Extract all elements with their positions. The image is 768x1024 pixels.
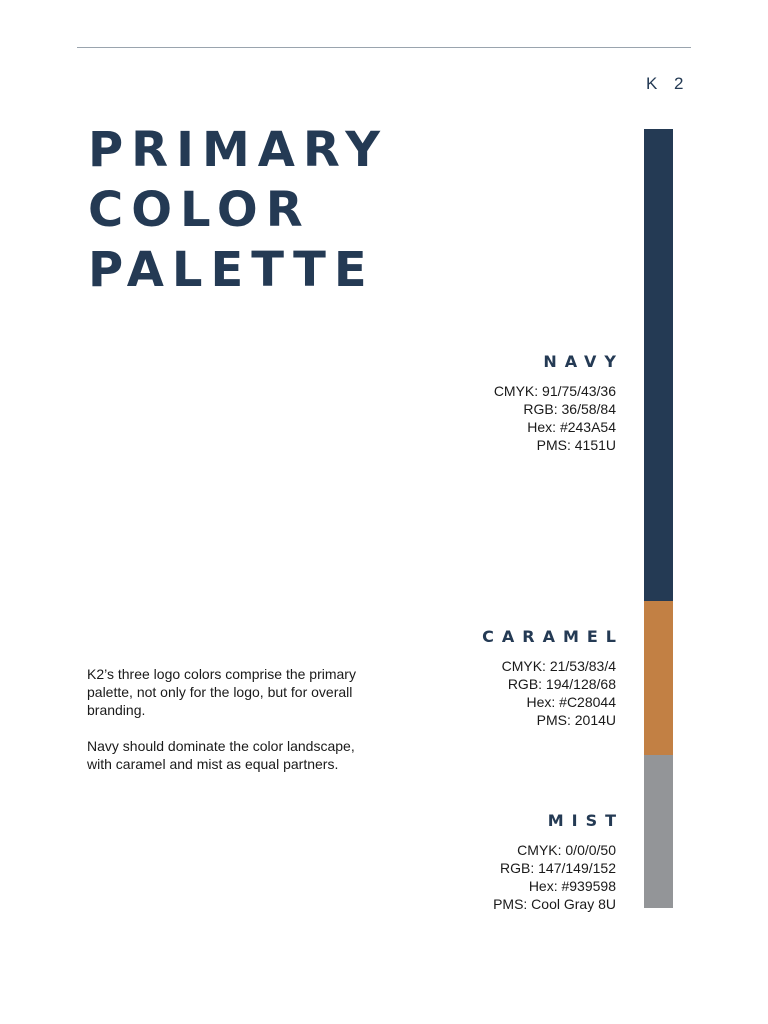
caramel-color-bar bbox=[644, 601, 673, 755]
pms-value: PMS: 4151U bbox=[536, 437, 616, 453]
mist-swatch-info bbox=[493, 811, 624, 913]
page-title bbox=[88, 120, 388, 300]
navy-color-bar bbox=[644, 129, 673, 601]
top-divider bbox=[77, 47, 691, 48]
swatch-name: MIST bbox=[547, 811, 624, 830]
hex-value: Hex: #939598 bbox=[528, 878, 616, 894]
spec-list bbox=[494, 382, 616, 454]
swatch-name: NAVY bbox=[543, 352, 624, 371]
swatch-name: CARAMEL bbox=[482, 627, 624, 646]
title-line-1: PRIMARY bbox=[88, 122, 389, 178]
spec-list bbox=[493, 841, 616, 913]
pms-value: PMS: 2014U bbox=[536, 712, 616, 728]
spec-list bbox=[482, 657, 616, 729]
body-paragraph-1: K2’s three logo colors comprise the primary palette, not only for the logo, but for overall branding. bbox=[87, 666, 356, 718]
rgb-value: RGB: 194/128/68 bbox=[507, 676, 616, 692]
hex-value: Hex: #C28044 bbox=[526, 694, 616, 710]
page-mark: K 2 bbox=[646, 74, 690, 93]
mist-color-bar bbox=[644, 755, 673, 908]
rgb-value: RGB: 36/58/84 bbox=[523, 401, 616, 417]
cmyk-value: CMYK: 91/75/43/36 bbox=[493, 383, 616, 399]
body-paragraph-2: Navy should dominate the color landscape, with caramel and mist as equal partners. bbox=[87, 738, 355, 772]
navy-swatch-info bbox=[493, 352, 624, 454]
caramel-swatch-info bbox=[482, 627, 624, 729]
hex-value: Hex: #243A54 bbox=[527, 419, 616, 435]
title-line-3: PALETTE bbox=[88, 242, 375, 298]
cmyk-value: CMYK: 21/53/83/4 bbox=[501, 658, 616, 674]
title-line-2: COLOR bbox=[88, 182, 311, 238]
body-copy bbox=[87, 665, 357, 791]
pms-value: PMS: Cool Gray 8U bbox=[493, 896, 616, 912]
rgb-value: RGB: 147/149/152 bbox=[500, 860, 616, 876]
cmyk-value: CMYK: 0/0/0/50 bbox=[517, 842, 616, 858]
